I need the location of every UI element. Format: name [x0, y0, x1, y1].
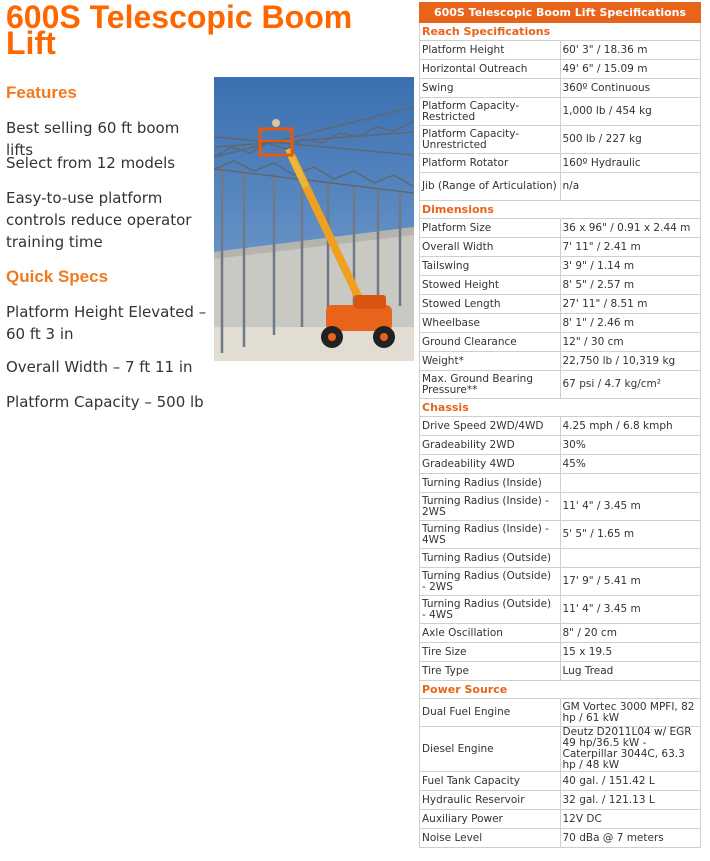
- spec-row: [420, 333, 701, 352]
- spec-row: [420, 699, 701, 727]
- spec-row: [420, 98, 701, 126]
- spec-value: Lug Tread: [560, 662, 701, 681]
- quick-spec-item: Platform Capacity – 500 lb: [6, 393, 204, 411]
- spec-row: [420, 549, 701, 568]
- spec-label: Platform Capacity-Unrestricted: [420, 126, 561, 154]
- spec-row: [420, 276, 701, 295]
- spec-row: [420, 295, 701, 314]
- spec-label: Platform Rotator: [420, 154, 561, 173]
- feature-item: Select from 12 models: [6, 154, 176, 172]
- spec-value: 4.25 mph / 6.8 kmph: [560, 417, 701, 436]
- spec-value: 11' 4" / 3.45 m: [560, 493, 701, 521]
- spec-value: GM Vortec 3000 MPFI, 82 hp / 61 kW: [560, 699, 701, 727]
- spec-label: Diesel Engine: [420, 727, 561, 772]
- spec-row: [420, 257, 701, 276]
- spec-section-title: Chassis: [420, 399, 701, 417]
- spec-section-header: [420, 681, 701, 699]
- spec-row: [420, 596, 701, 624]
- spec-value: 8" / 20 cm: [560, 624, 701, 643]
- spec-value: Deutz D2011L04 w/ EGR 49 hp/36.5 kW - Caterpillar 3044C, 63.3 hp / 48 kW: [560, 727, 701, 772]
- spec-section-title: Reach Specifications: [420, 23, 701, 41]
- spec-value: 11' 4" / 3.45 m: [560, 596, 701, 624]
- spec-row: [420, 455, 701, 474]
- spec-label: Gradeability 2WD: [420, 436, 561, 455]
- spec-table-title: 600S Telescopic Boom Lift Specifications: [420, 3, 701, 23]
- spec-value: 40 gal. / 151.42 L: [560, 772, 701, 791]
- spec-label: Dual Fuel Engine: [420, 699, 561, 727]
- spec-label: Auxiliary Power: [420, 810, 561, 829]
- quick-spec-item: Platform Height Elevated – 60 ft 3 in: [6, 303, 207, 343]
- spec-value: 5' 5" / 1.65 m: [560, 521, 701, 549]
- spec-label: Wheelbase: [420, 314, 561, 333]
- spec-row: [420, 371, 701, 399]
- spec-label: Tire Size: [420, 643, 561, 662]
- spec-value: 36 x 96" / 0.91 x 2.44 m: [560, 219, 701, 238]
- boom-lift-photo: [214, 77, 414, 361]
- spec-label: Horizontal Outreach: [420, 60, 561, 79]
- page-title: 600S Telescopic Boom Lift: [6, 0, 353, 61]
- spec-table-header: [420, 3, 701, 23]
- spec-row: [420, 662, 701, 681]
- spec-row: [420, 352, 701, 371]
- spec-section-header: [420, 201, 701, 219]
- spec-label: Turning Radius (Outside): [420, 549, 561, 568]
- spec-label: Axle Oscillation: [420, 624, 561, 643]
- spec-value: 60' 3" / 18.36 m: [560, 41, 701, 60]
- spec-label: Turning Radius (Inside) - 4WS: [420, 521, 561, 549]
- spec-row: [420, 568, 701, 596]
- spec-row: [420, 643, 701, 662]
- features-heading: Features: [6, 83, 77, 102]
- spec-label: Max. Ground Bearing Pressure**: [420, 371, 561, 399]
- spec-value: 15 x 19.5: [560, 643, 701, 662]
- spec-value: 12" / 30 cm: [560, 333, 701, 352]
- spec-label: Swing: [420, 79, 561, 98]
- spec-row: [420, 173, 701, 201]
- spec-row: [420, 314, 701, 333]
- spec-table-body: [420, 3, 701, 848]
- spec-row: [420, 493, 701, 521]
- spec-value: 3' 9" / 1.14 m: [560, 257, 701, 276]
- feature-item: Best selling 60 ft boom lifts: [6, 119, 180, 159]
- spec-row: [420, 727, 701, 772]
- spec-section-header: [420, 399, 701, 417]
- spec-row: [420, 791, 701, 810]
- quick-spec-item: Overall Width – 7 ft 11 in: [6, 358, 193, 376]
- spec-row: [420, 829, 701, 848]
- spec-value: 32 gal. / 121.13 L: [560, 791, 701, 810]
- spec-label: Stowed Height: [420, 276, 561, 295]
- spec-label: Turning Radius (Inside): [420, 474, 561, 493]
- spec-value: 17' 9" / 5.41 m: [560, 568, 701, 596]
- spec-label: Fuel Tank Capacity: [420, 772, 561, 791]
- spec-value: 12V DC: [560, 810, 701, 829]
- spec-label: Turning Radius (Inside) - 2WS: [420, 493, 561, 521]
- quick-specs-heading: Quick Specs: [6, 267, 109, 286]
- spec-row: [420, 79, 701, 98]
- spec-value: 67 psi / 4.7 kg/cm²: [560, 371, 701, 399]
- spec-label: Platform Capacity-Restricted: [420, 98, 561, 126]
- spec-value: 1,000 lb / 454 kg: [560, 98, 701, 126]
- spec-value: 8' 5" / 2.57 m: [560, 276, 701, 295]
- spec-label: Turning Radius (Outside) - 2WS: [420, 568, 561, 596]
- spec-value: [560, 549, 701, 568]
- spec-row: [420, 810, 701, 829]
- spec-label: Noise Level: [420, 829, 561, 848]
- feature-item: Easy-to-use platform controls reduce operator training time: [6, 189, 192, 251]
- spec-row: [420, 436, 701, 455]
- spec-value: [560, 474, 701, 493]
- spec-label: Platform Height: [420, 41, 561, 60]
- spec-section-header: [420, 23, 701, 41]
- spec-row: [420, 417, 701, 436]
- spec-row: [420, 474, 701, 493]
- spec-value: 27' 11" / 8.51 m: [560, 295, 701, 314]
- spec-value: n/a: [560, 173, 701, 201]
- spec-label: Gradeability 4WD: [420, 455, 561, 474]
- spec-label: Drive Speed 2WD/4WD: [420, 417, 561, 436]
- spec-value: 7' 11" / 2.41 m: [560, 238, 701, 257]
- spec-row: [420, 60, 701, 79]
- spec-label: Platform Size: [420, 219, 561, 238]
- spec-row: [420, 772, 701, 791]
- spec-row: [420, 126, 701, 154]
- spec-label: Weight*: [420, 352, 561, 371]
- spec-value: 360º Continuous: [560, 79, 701, 98]
- spec-label: Stowed Length: [420, 295, 561, 314]
- spec-value: 22,750 lb / 10,319 kg: [560, 352, 701, 371]
- spec-label: Overall Width: [420, 238, 561, 257]
- spec-label: Tire Type: [420, 662, 561, 681]
- spec-row: [420, 154, 701, 173]
- spec-row: [420, 41, 701, 60]
- spec-value: 49' 6" / 15.09 m: [560, 60, 701, 79]
- spec-value: 70 dBa @ 7 meters: [560, 829, 701, 848]
- spec-section-title: Power Source: [420, 681, 701, 699]
- spec-section-title: Dimensions: [420, 201, 701, 219]
- spec-row: [420, 624, 701, 643]
- boom-lift-illustration: [214, 77, 414, 361]
- spec-value: 8' 1" / 2.46 m: [560, 314, 701, 333]
- spec-table: [419, 2, 701, 848]
- spec-label: Jib (Range of Articulation): [420, 173, 561, 201]
- spec-label: Turning Radius (Outside) - 4WS: [420, 596, 561, 624]
- spec-value: 30%: [560, 436, 701, 455]
- spec-value: 45%: [560, 455, 701, 474]
- spec-label: Tailswing: [420, 257, 561, 276]
- spec-row: [420, 219, 701, 238]
- spec-label: Hydraulic Reservoir: [420, 791, 561, 810]
- spec-row: [420, 521, 701, 549]
- spec-value: 500 lb / 227 kg: [560, 126, 701, 154]
- spec-label: Ground Clearance: [420, 333, 561, 352]
- spec-value: 160º Hydraulic: [560, 154, 701, 173]
- spec-row: [420, 238, 701, 257]
